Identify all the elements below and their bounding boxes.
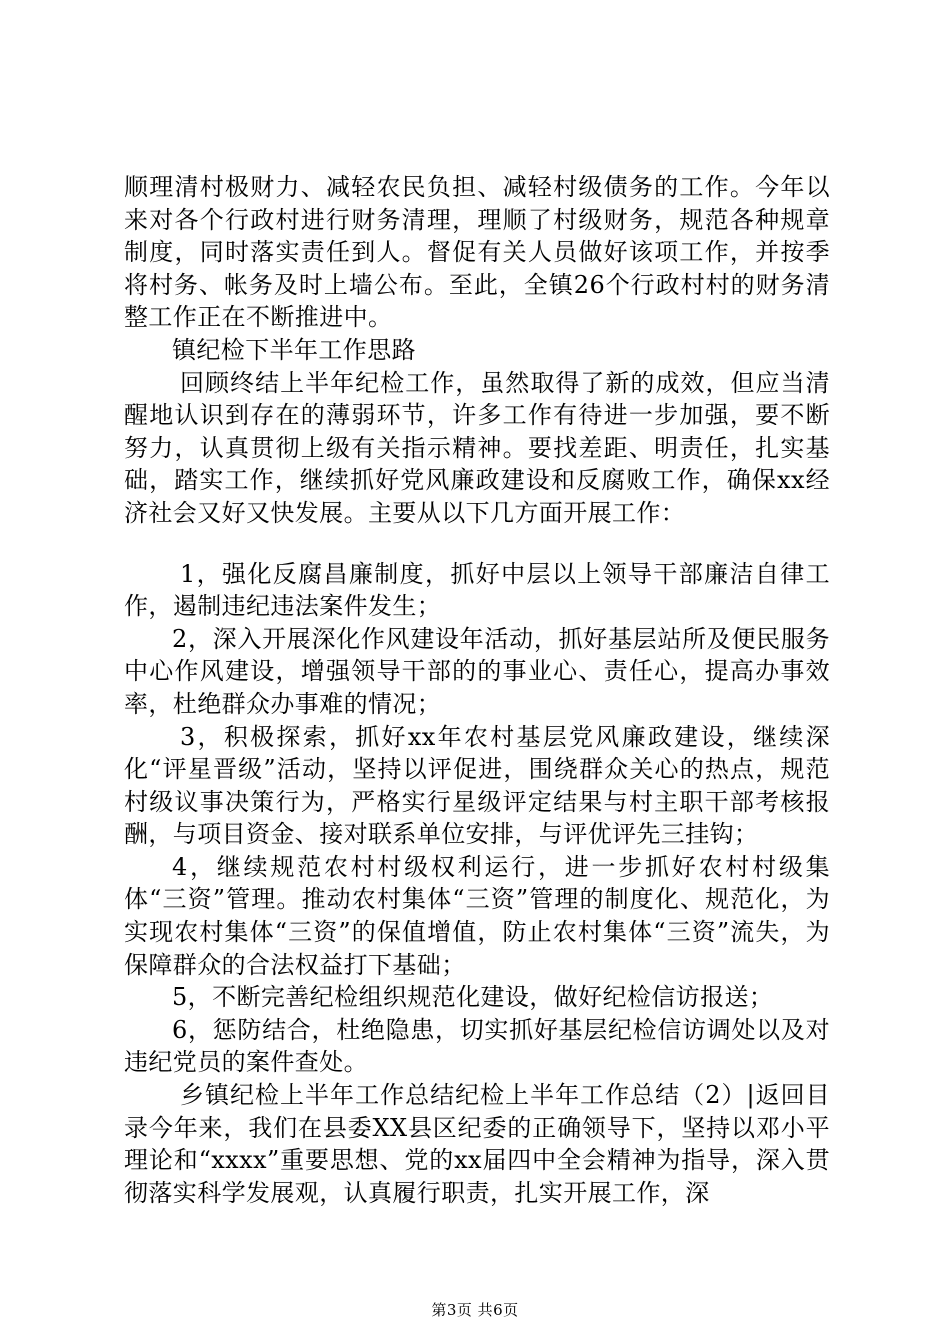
list-item-4: 4，继续规范农村村级权利运行，进一步抓好农村村级集体“三资”管理。推动农村集体“三资”管理的制度化、规范化，为实现农村集体“三资”的保值增值，防止农村集体“三资”流失，为保障群众的合法权益打下基础； — [124, 852, 830, 979]
paragraph-spacer — [124, 530, 830, 558]
list-item-3: 3，积极探索，抓好xx年农村基层党风廉政建设，继续深化“评星晋级”活动，坚持以评促进，围绕群众关心的热点，规范村级议事决策行为，严格实行星级评定结果与村主职干部考核报酬，与项目资金、接对联系单位安排，与评优评先三挂钩； — [124, 722, 830, 849]
list-item-5: 5，不断完善纪检组织规范化建设，做好纪检信访报送； — [172, 983, 774, 1012]
list-item-6: 6，惩防结合，杜绝隐患，切实抓好基层纪检信访调处以及对违纪党员的案件查处。 — [124, 1015, 830, 1077]
paragraph-finance-cleanup: 顺理清村极财力、减轻农民负担、减轻村级债务的工作。今年以来对各个行政村进行财务清理，理顺了村级财务，规范各种规章制度，同时落实责任到人。督促有关人员做好该项工作，并按季将村务、帐务及时上墙公布。至此，全镇26个行政村村的财务清整工作正在不断推进中。 — [124, 173, 830, 332]
document-body — [124, 171, 830, 1209]
paragraph-next-summary: 乡镇纪检上半年工作总结纪检上半年工作总结（2）|返回目录今年来，我们在县委XX县区纪委的正确领导下，坚持以邓小平理论和“xxxx”重要思想、党的xx届四中全会精神为指导，深入贯彻落实科学发展观，认真履行职责，扎实开展工作，深 — [124, 1081, 830, 1207]
section-heading: 镇纪检下半年工作思路 — [172, 335, 416, 364]
list-item-1: 1，强化反腐昌廉制度，抓好中层以上领导干部廉洁自律工作，遏制违纪违法案件发生； — [124, 559, 830, 621]
page-number-footer: 第3页 共6页 — [431, 1301, 519, 1319]
list-item-2: 2，深入开展深化作风建设年活动，抓好基层站所及便民服务中心作风建设，增强领导干部的的事业心、责任心，提高办事效率，杜绝群众办事难的情况； — [124, 624, 830, 718]
paragraph-review: 回顾终结上半年纪检工作，虽然取得了新的成效，但应当清醒地认识到存在的薄弱环节，许多工作有待进一步加强，要不断努力，认真贯彻上级有关指示精神。要找差距、明责任，扎实基础，踏实工作，继续抓好党风廉政建设和反腐败工作，确保xx经济社会又好又快发展。主要从以下几方面开展工作： — [124, 368, 830, 527]
